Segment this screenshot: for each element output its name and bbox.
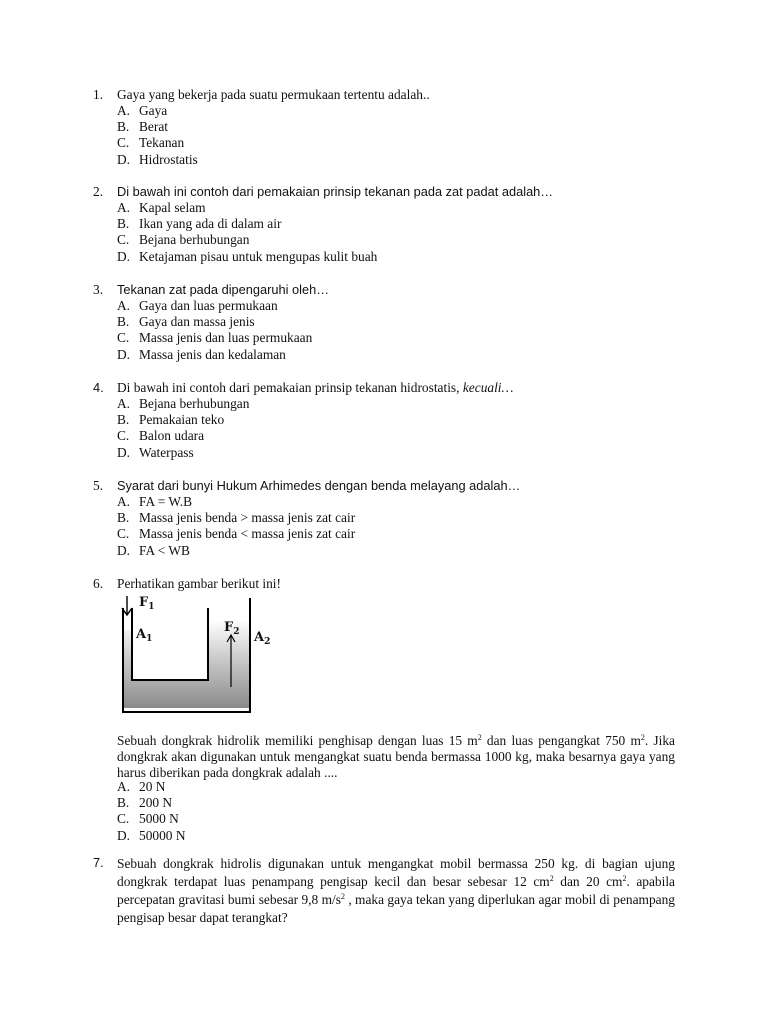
option-text: 50000 N	[139, 827, 186, 843]
option-letter: C.	[117, 330, 130, 346]
option-text: FA = W.B	[139, 494, 193, 509]
label-f2	[224, 621, 240, 639]
superscript: 2	[549, 874, 554, 883]
superscript: 2	[340, 892, 345, 901]
option-letter: A.	[117, 779, 131, 794]
question-number: 4.	[93, 380, 104, 395]
question-text: Di bawah ini contoh dari pemakaian prinsip tekanan pada zat padat adalah…	[117, 184, 554, 199]
para-part: dan luas pengangkat 750 m	[481, 733, 641, 748]
question-number: 7.	[93, 855, 104, 870]
option-text: Bejana berhubungan	[139, 396, 250, 411]
option-text: Massa jenis dan luas permukaan	[139, 330, 313, 346]
option-text: Bejana berhubungan	[139, 232, 250, 248]
option-text: Berat	[139, 119, 168, 135]
option-letter: A.	[117, 494, 131, 509]
option-text: Waterpass	[139, 444, 194, 460]
option-letter: C.	[117, 428, 130, 444]
question-6-paragraph	[117, 733, 675, 782]
label-f2-main: F	[224, 620, 234, 635]
option-letter: C.	[117, 232, 130, 248]
option-letter: C.	[117, 811, 130, 827]
option-letter: D.	[117, 151, 131, 167]
option-letter: B.	[117, 795, 130, 811]
option-letter: B.	[117, 119, 130, 135]
question-text: Tekanan zat pada dipengaruhi oleh…	[117, 282, 330, 297]
label-a2-sub: 2	[264, 637, 271, 647]
option-letter: D.	[117, 542, 131, 558]
option-text: Gaya	[139, 103, 168, 118]
question-number: 1.	[93, 87, 104, 102]
option-letter: D.	[117, 444, 131, 460]
question-text-emphasis: kecuali…	[462, 380, 514, 395]
option-text: Gaya dan luas permukaan	[139, 298, 278, 313]
label-f1-main: F	[139, 595, 149, 610]
option-text: Massa jenis benda > massa jenis zat cair	[139, 510, 356, 526]
label-a2-main: A	[254, 630, 265, 645]
option-letter: B.	[117, 216, 130, 232]
para-part: Sebuah dongkrak hidrolik memiliki penghisap dengan luas 15 m	[117, 733, 478, 748]
option-letter: C.	[117, 135, 130, 151]
option-letter: D.	[117, 248, 131, 264]
para-part: , maka gaya tekan yang diperlukan agar mobil di penampang pengisap besar dapat terangkat?	[117, 892, 675, 925]
question-number: 6.	[93, 576, 104, 591]
question-number: 5.	[93, 478, 104, 493]
para-part: Sebuah dongkrak hidrolis digunakan untuk mengangkat mobil bermassa 250 kg. di bagian ujung dongkrak terdapat luas penampang pengisap kecil dan besar sebesar 12 cm	[117, 856, 675, 889]
option-text: Hidrostatis	[139, 151, 198, 167]
option-letter: D.	[117, 346, 131, 362]
label-a2	[254, 631, 270, 649]
option-letter: A.	[117, 200, 131, 215]
option-text: 5000 N	[139, 811, 179, 827]
label-a1	[136, 628, 152, 646]
option-text: Tekanan	[139, 135, 185, 151]
option-text: 200 N	[139, 795, 173, 811]
question-text: Syarat dari bunyi Hukum Arhimedes dengan benda melayang adalah…	[117, 478, 521, 493]
question-text: Perhatikan gambar berikut ini!	[117, 576, 281, 591]
option-text: 20 N	[139, 779, 166, 794]
option-text: Kapal selam	[139, 200, 206, 215]
para-part: dan 20 cm	[553, 874, 623, 889]
option-letter: B.	[117, 412, 130, 428]
label-f1	[139, 596, 155, 614]
option-text: Pemakaian teko	[139, 412, 225, 428]
option-letter: A.	[117, 103, 131, 118]
question-7-paragraph	[117, 855, 675, 927]
hydraulic-jack-figure	[114, 592, 284, 716]
question-number: 2.	[93, 184, 104, 199]
option-text: Massa jenis benda < massa jenis zat cair	[139, 526, 356, 542]
option-text: Balon udara	[139, 428, 205, 444]
para-part: . apabila percepatan gravitasi bumi sebesar 9,8 m/s	[117, 874, 675, 907]
option-letter: B.	[117, 510, 130, 526]
option-letter: C.	[117, 526, 130, 542]
superscript: 2	[622, 874, 627, 883]
superscript: 2	[640, 733, 645, 742]
option-letter: A.	[117, 298, 131, 313]
para-part: . Jika dongkrak akan digunakan untuk mengangkat suatu benda bermassa 1000 kg, maka besarnya gaya yang harus diberikan pada dongkrak adalah ....	[117, 733, 675, 781]
option-text: FA < WB	[139, 542, 190, 558]
question-number: 3.	[93, 282, 104, 297]
superscript: 2	[477, 733, 482, 742]
option-text: Ketajaman pisau untuk mengupas kulit buah	[139, 248, 378, 264]
option-letter: B.	[117, 314, 130, 330]
option-text: Ikan yang ada di dalam air	[139, 216, 282, 232]
option-letter: D.	[117, 827, 131, 843]
option-text: Massa jenis dan kedalaman	[139, 346, 286, 362]
label-a1-main: A	[136, 627, 147, 642]
label-f1-sub: 1	[148, 602, 155, 612]
question-text	[117, 380, 677, 396]
option-letter: A.	[117, 396, 131, 411]
question-text: Gaya yang bekerja pada suatu permukaan tertentu adalah..	[117, 87, 430, 102]
label-a1-sub: 1	[146, 634, 153, 644]
label-f2-sub: 2	[233, 627, 240, 637]
question-text-main: Di bawah ini contoh dari pemakaian prinsip tekanan hidrostatis,	[117, 380, 460, 395]
option-text: Gaya dan massa jenis	[139, 314, 255, 330]
